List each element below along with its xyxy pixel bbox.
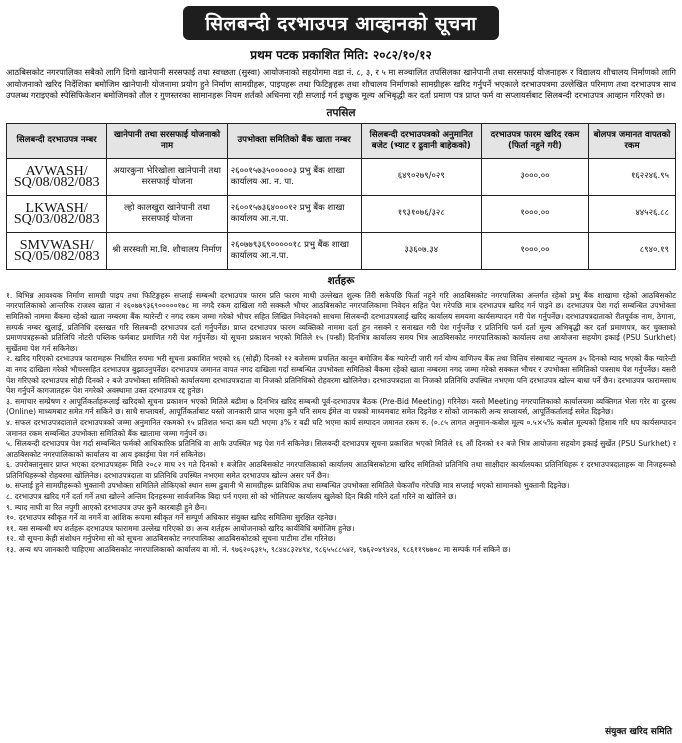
- term-number: ९.: [6, 502, 13, 512]
- term-text: दरभाउपत्र स्वीकृत गर्ने वा नगर्ने वा आंशिक रूपमा स्वीकृत गर्ने सम्पूर्ण अधिकार संयुक्त खरिद समितिमा सुरक्षित रहनेछ।: [18, 513, 337, 523]
- term-text: सफल दरभाउपत्रदाताले दरभाउपत्रको जम्मा अनुमानित रकमको १५ प्रतिशत भन्दा कम घटी भएमा ३% र बढी घटि भएमा कार्य सम्पादन जमानत रकम रु. (०.८५ लागत अनुमान-कबोल मूल्य ०.५×५% कबोल मूल्यको हिसाब गरि थप कार्यसम्पादन जमानत रकम सम्बन्धित उपभोक्ता समितिको बैंक खातामा जम्मा गर्नुपर्ने छ।: [6, 417, 676, 438]
- term-item: [6, 418, 676, 439]
- term-number: २.: [6, 354, 13, 364]
- table-header-row: [7, 123, 676, 158]
- col-header-scheme: खानेपानी तथा सरसफाई योजनाको नाम: [107, 123, 227, 158]
- term-number: १३.: [6, 545, 17, 555]
- term-item: [6, 291, 676, 355]
- security-amount: ४४५२६.८८: [588, 195, 675, 232]
- term-text: खरिद गरिएको दरभाउपत्र फारामहरू निर्धारित रुपमा भरी सूचना प्रकाशित भएको १६ (सोह्रौं) दिनको १२ बजेसम्म प्रचलित कानून बमोजिम बैंक ग्यारेन्टी जारी गर्न योग्य वाणिज्य बैंक तथा वित्तिय संस्थाबाट न्यूनतम ३५ दिनको म्याद भएको बैंक ग्यारेन्टी वा नगद दाखिला गरेको भौचरसहित दरभाउपत्र बुझाउनुपर्नेछ। दरभाउपत्र जमानत वापत नगद दाखिला गर्दा सम्बन्धित उपभोक्ता समितिको बैंकमा रहेको खाता नम्बरमा नगद जम्मा गरेको सक्कल भौचर र उपभोक्ता समितिको पत्रसाथ पेश गर्नुपर्नेछ। यसरी पेश गरिएको दरभाउपत्र सोही दिनको २ बजे उपभोक्ता समितिको कार्यालयमा दरभाउपत्रदाता वा निजको प्रतिनिधिको रोहवरमा खोलिनेछ। दरभाउपत्रदाता वा निजको प्रतिनिधि उपस्थित नभएमा पनि दरभाउपत्र खोल्न बाधा पर्ने छैन। दरभाउपत्र फारामसाथ पेश गर्नुपर्ने कागजातहरू पेश नगरेको अवस्थामा उक्त दरभाउपत्र रद्द हुनेछ।: [6, 354, 676, 396]
- term-number: १२.: [6, 534, 17, 544]
- security-amount: ८९४०.१९: [588, 232, 675, 269]
- term-number: ८.: [6, 492, 13, 502]
- term-text: उपरोक्तानुसार प्राप्त भएका दरभाउपत्रहरू मिति २०८२ माघ २९ गते दिनको १ बजेतिर आठबिसकोट नगरपालिकाको कार्यालय आठबिसकोटमा खरिद समितिको प्रतिनिधि तथा साक्षीदार कार्यालयका प्रतिनिधिहरू र दरभाउपत्रदाताहरू वा निजहरूको प्रतिनिधिहरूको रोहबरमा खोलिनेछ। दरभाउपत्रदाता वा प्रतिनिधि उपस्थित नभएमा समेत दरभाउपत्र खोल्न असर पर्ने छैन।: [6, 460, 676, 480]
- budget-amount: ६४९०२७९/०२९: [361, 158, 481, 195]
- bid-code: AVWASH/ SQ/08/082/083: [7, 158, 107, 195]
- bid-code: SMVWASH/ SQ/05/082/083: [7, 232, 107, 269]
- table-title: तपसिल: [326, 106, 356, 119]
- term-number: ५.: [6, 439, 13, 449]
- term-item: [6, 439, 676, 460]
- form-fee: १०००.००: [481, 232, 588, 269]
- budget-amount: १९३१०७६/३२८: [361, 195, 481, 232]
- terms-list: [6, 291, 676, 556]
- term-item: [6, 503, 676, 514]
- term-number: ११.: [6, 523, 17, 533]
- term-text: म्याद नाघी वा रित नपुगी आएको दरभाउपत्र उपर कुनै कारबाही हुने छैन।: [14, 502, 208, 512]
- table-row: [7, 195, 676, 232]
- term-number: १.: [6, 290, 13, 300]
- scheme-name: अयारकुना भेरिखोला खानेपानी तथा सरसफाई योजना: [107, 158, 227, 195]
- form-fee: ३०००.००: [481, 158, 588, 195]
- publication-date: प्रथम पटक प्रकाशित मिति: २०८२/१०/१२: [250, 48, 432, 62]
- term-number: १०.: [6, 513, 17, 523]
- term-item: [6, 354, 676, 396]
- security-amount: १६२२४६.९५: [588, 158, 675, 195]
- signature: संयुक्त खरिद समिति: [605, 727, 672, 737]
- term-item: [6, 460, 676, 481]
- col-header-form-fee: दरभाउपत्र फारम खरिद रकम (फिर्ता नहुने गरी): [481, 123, 588, 158]
- table-row: [7, 232, 676, 269]
- term-item: [6, 481, 676, 492]
- form-fee: १०००.००: [481, 195, 588, 232]
- term-text: सप्लाई हुने सामग्रीहरूको भुक्तानी उपभोक्ता समितिले तोकिएको स्थान सम्म ढुवानी भै सामग्रीहरू प्राविधिक तथा सम्बन्धित उपभोक्ता समितिले चेकजाँच गरेपछि मात्र सप्लाई भएको सामानको भुक्तानी दिइनेछ।: [14, 481, 570, 491]
- col-header-code: सिलबन्दी दरभाउपत्र नम्बर: [7, 123, 107, 158]
- col-header-budget: सिलबन्दी दरभाउपत्रको अनुमानित बजेट (भ्याट र ढुवानी बाहेकको): [361, 123, 481, 158]
- scheme-name: ल्हो कालखुरा खानेपानी तथा सरसफाई योजना: [107, 195, 227, 232]
- term-text: दरभाउपत्र खरिद गर्ने दर्ता गर्ने तथा खोल्ने अन्तिम दिनहरूमा सार्वजनिक बिदा पर्न गएमा सो को भोलिपल्ट कार्यालय खुलेको दिन बिक्री गरिने दर्ता गरिने वा खोलिने छ।: [14, 492, 457, 502]
- col-header-account: उपभोक्ता समितिको बैंक खाता नम्बर: [227, 123, 361, 158]
- table-row: [7, 158, 676, 195]
- term-number: ४.: [6, 417, 13, 427]
- notice-title: सिलबन्दी दरभाउपत्र आव्हानको सूचना: [183, 6, 498, 40]
- term-text: यो सूचना केही संशोधन गर्नुपरेमा सो को सूचना आठबिसकोट नगरपालिका आठबिसकोटको सूचना पाटीमा टाँस गरिनेछ।: [18, 534, 336, 544]
- term-text: बिभिन्न आवश्यक निर्माण सामग्री पाइप तथा फिटिङ्गहरू सप्लाई सम्बन्धी दरभाउपत्र फारम प्रति फारम माथी उल्लेखत शुल्क तिरी सकेपछि फिर्ता नहुने गरि आठबिसकोट नगरपालिका अन्तर्गत रहेको प्रभु बैंक शाखामा रहेको आठबिसकोट नगरपालिकाको आन्तरिक राजश्व खाता नं २६०७७९३६९०००००१७८ मा नगदै रकम दाखिला गरी सक्कलै भौचर आठबिसकोट नगरपालिकामा निवेदन सहित पेश गरेपछि मात्र दरभाउपत्र खरिद गर्न पाइने छ। दरभाउपत्र पेश गर्दा सम्बन्धित उपभोक्ता समितिको नाममा बैंकमा रहेको खाता नम्बरमा बैंक ग्यारेन्टी र नगद रकम जम्मा गरेको भौचर सहित लिखित निवेदनको साथमा सिलबन्दी दरभाउपत्रलाई खरिद कार्यालय समयमा कार्यसम्पादन गरी पेश गर्नुपर्नेछ। दरभाउपत्रदाताको रीतपूर्वक नाम, ठेगाना, सम्पर्क नम्बर खुलाई, प्रतिनिधि दस्तखत गरि सिलबन्दी दरभाउपत्र दर्ता गर्नुपर्नेछ। प्राप्त दरभाउपत्र फारम व्यक्तिको नाममा दर्ता हुन नसक्ने र सनाखत गरी पेश गर्नुपर्नेछ र प्रतिनिधि फर्म दर्ता मूल्य अभिबृद्धी कर दर्ता प्रमाणपत्र, कर चुक्ताको प्रमाणपत्रहरूको प्रतिलिपि नोटरी पब्लिक फर्मबाट प्रमाणित गरी पेश गर्नुपर्नेछ। यो सूचना प्रकाशन भएको मितिले १५ (पन्ध्रौं) दिनभित्र कार्यालय समय भित्र आठबिसकोट नगरपालिकाको कार्यालय तथा आयोजना सहयोग इकाई (PSU Surkhet) सुर्खेतमा पेश गर्न सकिनेछ।: [6, 290, 676, 353]
- term-number: ३.: [6, 396, 13, 406]
- intro-paragraph: आठबिसकोट नगरपालिका सबैको लागि दिगो खानेपानी सरसफाई तथा स्वच्छता (सुस्वा) आयोजनाको सहयोगमा वडा नं. ८, ३, र ५ मा सञ्चालित तपसिलका खानेपानी तथा सरसफाई योजनाहरू र विद्यालय शौचालय निर्माणको लागि आयोजनाको खरिद निर्देशिका बमोजिम खानेपानी योजनामा प्रयोग हुने निर्माण सामग्रीहरू, पाइपहरू तथा फिटिङ्गहरू तथा शौचालय निर्माणको सामग्रीहरू खरिद गर्नुपर्ने भएकाले दरभाउपत्रमा उल्लेखित परिमाण तथा दरभाउपत्र साथ उपलब्ध गराइएको स्पेसिफिकेशन बमोजिमको तौल र गुणस्तरका सामानहरू नियम शर्तको अधिनमा रही सप्लाई गर्न इच्छुक मूल्य अभिबृद्धी कर दर्ता प्रमाण पत्र प्राप्त फर्म वा सप्लायर्सबाट सिलबन्दी दरभाउपत्र आव्हान गरिएको छ।: [6, 67, 676, 101]
- term-number: ७.: [6, 481, 13, 491]
- term-number: ६.: [6, 460, 13, 470]
- details-table: [6, 123, 676, 270]
- col-header-security: बोलपत्र जमानत वापतको रकम: [588, 123, 675, 158]
- term-item: [6, 534, 676, 545]
- terms-title: शर्तहरू: [327, 274, 355, 287]
- term-text: समाचार सम्प्रेषण र आपूर्तिकर्ताहरूलाई खरिदको सूचना प्रकाशन भएको मितिले बढीमा ७ दिनभित्र खरिद सम्बन्धी पूर्व-दरभाउपत्र बैठक (Pre-Bid Meeting) गरिनेछ। यस्तो Meeting नगरपालिकाको कार्यालयमा व्यक्तिगत भेला गरेर वा दुरस्थ (Online) माध्यमबाट समेत गर्न सकिने छ। साथै सप्लायर्स, आपूर्तिकर्ताबाट यस्तो जानकारी प्राप्त भएमा कुनै पनि समय ईमेल वा पत्रको माध्यमबाट समेत दिइनेछ र सोको जानकारी अन्य सप्लायर्स, आपूर्तिकर्तालाई समेत दिइनेछ।: [6, 396, 676, 417]
- term-item: [6, 524, 676, 535]
- budget-amount: ३३६०७.३४: [361, 232, 481, 269]
- term-text: सिलबन्दी दरभाउपत्र पेश गर्दा सम्बन्धित फर्मको आधिकारिक प्रतिनिधि वा आफै उपस्थित भइ पेश गर्न सकिनेछ। सिलबन्दी दरभाउपत्र सूचना प्रकाशित भएको मितिले १६ औं दिनको १२ बजे भित्र आयोजना सहयोग इकाई सुर्खेत (PSU Surkhet) र आठबिसकोट नगरपालिकाको कार्यालय वा आय इकाईमा पेश गर्न सकिनेछ।: [6, 439, 676, 459]
- term-text: अन्य थप जानकारी चाहिएमा आठबिसकोट नगरपालिकाको कार्यालय वा मो. नं. ९७६२०६३१५, ९८४४८३२४९४, ९८६५५८८५४२, ९७६२०४९४२४, ९८६११९७७०८ मा सम्पर्क गर्न सकिने छ।: [18, 545, 511, 555]
- bank-account: २६०७७९३६९०००००१८ प्रभु बैंक शाखा कार्यालय आ.न.पा.: [227, 232, 361, 269]
- bank-account: २६००१५७३६४०००१२ प्रभु बैंक शाखा कार्यालय आ.न.पा.: [227, 195, 361, 232]
- term-text: यस सम्बन्धी थप शर्तहरू दरभाउपत्र फाराममा उल्लेख गरिएको छ। अन्य शर्तहरू आयोजनाको खरिद कार्यविधि बमोजिम हुनेछ।: [18, 523, 355, 533]
- term-item: [6, 397, 676, 418]
- term-item: [6, 513, 676, 524]
- term-item: [6, 492, 676, 503]
- term-item: [6, 545, 676, 556]
- banner-wrap: [6, 0, 676, 40]
- bid-code: LKWASH/ SQ/03/082/083: [7, 195, 107, 232]
- bank-account: २६००१५७३५०००००३ प्रभु बैंक शाखा कार्यालय आ. न. पा.: [227, 158, 361, 195]
- scheme-name: श्री सरस्वती मा.वि. शौचालय निर्माण: [107, 232, 227, 269]
